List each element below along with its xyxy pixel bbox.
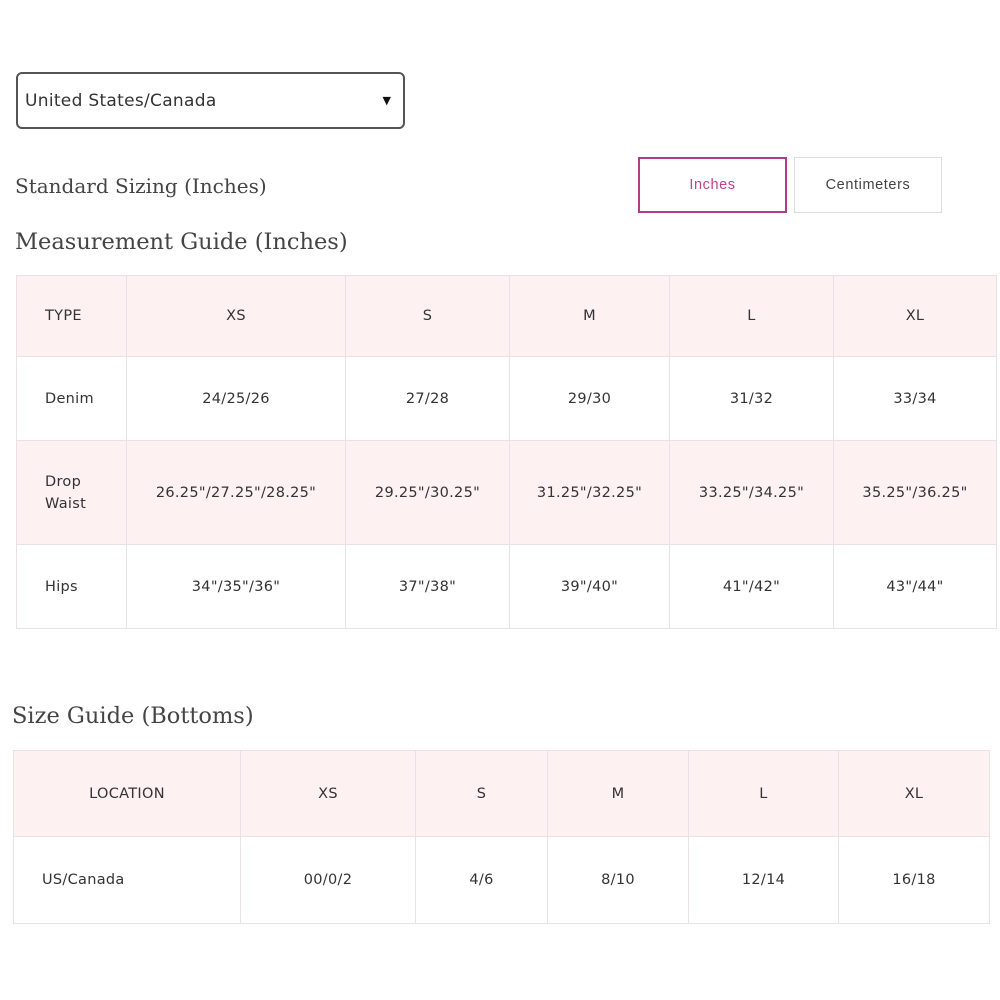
header-cell: LOCATION [14,751,241,837]
header-cell: XS [127,276,346,357]
row-label: Drop Waist [45,473,87,512]
header-cell: XL [839,751,990,837]
header-cell: XL [834,276,997,357]
table-cell: 12/14 [689,837,839,924]
table-row [17,545,997,629]
size-guide-table [13,750,990,924]
table-header-row [14,751,990,837]
table-cell: 24/25/26 [127,357,346,441]
header-cell: S [416,751,548,837]
measurement-guide-table [16,275,997,629]
size-guide-heading: Size Guide (Bottoms) [12,703,254,729]
header-cell: L [689,751,839,837]
header-cell: TYPE [17,276,127,357]
table-cell: 39"/40" [510,545,670,629]
header-cell: S [346,276,510,357]
row-label: Hips [17,545,127,629]
header-cell: M [548,751,689,837]
table-cell: 41"/42" [670,545,834,629]
region-select[interactable] [16,72,405,129]
header-cell: M [510,276,670,357]
table-cell: 37"/38" [346,545,510,629]
table-cell: 27/28 [346,357,510,441]
table-cell: 4/6 [416,837,548,924]
chevron-down-icon: ▼ [382,94,391,107]
table-cell: 31.25"/32.25" [510,441,670,545]
table-cell: 8/10 [548,837,689,924]
header-cell: XS [241,751,416,837]
measurement-guide-heading: Measurement Guide (Inches) [15,229,348,255]
row-label: US/Canada [14,837,241,924]
table-cell: 31/32 [670,357,834,441]
table-cell: 29/30 [510,357,670,441]
table-cell: 26.25"/27.25"/28.25" [127,441,346,545]
table-cell: 34"/35"/36" [127,545,346,629]
standard-sizing-heading: Standard Sizing (Inches) [15,174,267,198]
centimeters-toggle-button[interactable]: Centimeters [794,157,942,213]
table-cell: 16/18 [839,837,990,924]
inches-toggle-button[interactable]: Inches [638,157,787,213]
table-cell: 00/0/2 [241,837,416,924]
table-cell: 33.25"/34.25" [670,441,834,545]
table-row [14,837,990,924]
table-row [17,441,997,545]
table-row [17,357,997,441]
table-cell: 33/34 [834,357,997,441]
row-label: Denim [17,357,127,441]
table-header-row [17,276,997,357]
table-cell: 35.25"/36.25" [834,441,997,545]
header-cell: L [670,276,834,357]
region-select-value: United States/Canada [25,90,217,111]
table-cell: 29.25"/30.25" [346,441,510,545]
table-cell: 43"/44" [834,545,997,629]
